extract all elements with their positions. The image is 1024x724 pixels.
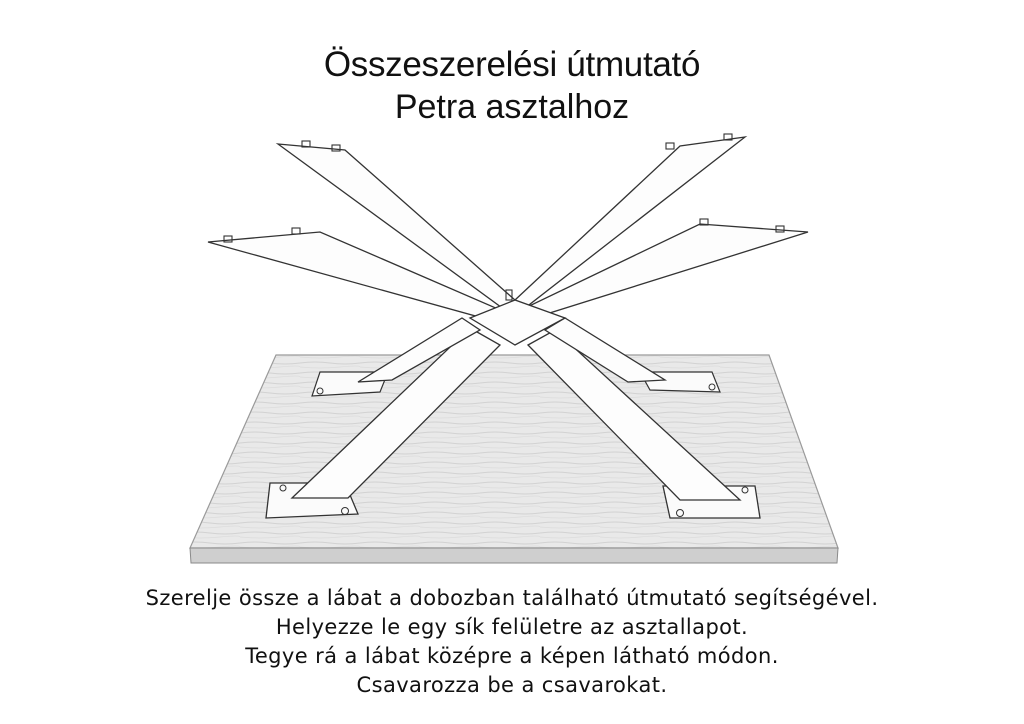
page-title: Összeszerelési útmutató (323, 45, 701, 84)
title-block (0, 44, 1024, 128)
page-subtitle: Petra asztalhoz (394, 88, 630, 126)
leg-upper-arms (208, 137, 808, 345)
instruction-list (0, 584, 1024, 700)
instruction-step-4: Csavarozza be a csavarokat. (356, 673, 668, 697)
instruction-step-2: Helyezze le egy sík felületre az asztallapot. (275, 615, 749, 639)
instruction-step-1: Szerelje össze a lábat a dobozban található útmutató segítségével. (145, 586, 879, 610)
table-top (190, 355, 838, 563)
instruction-step-3: Tegye rá a lábat középre a képen látható módon. (245, 644, 779, 668)
